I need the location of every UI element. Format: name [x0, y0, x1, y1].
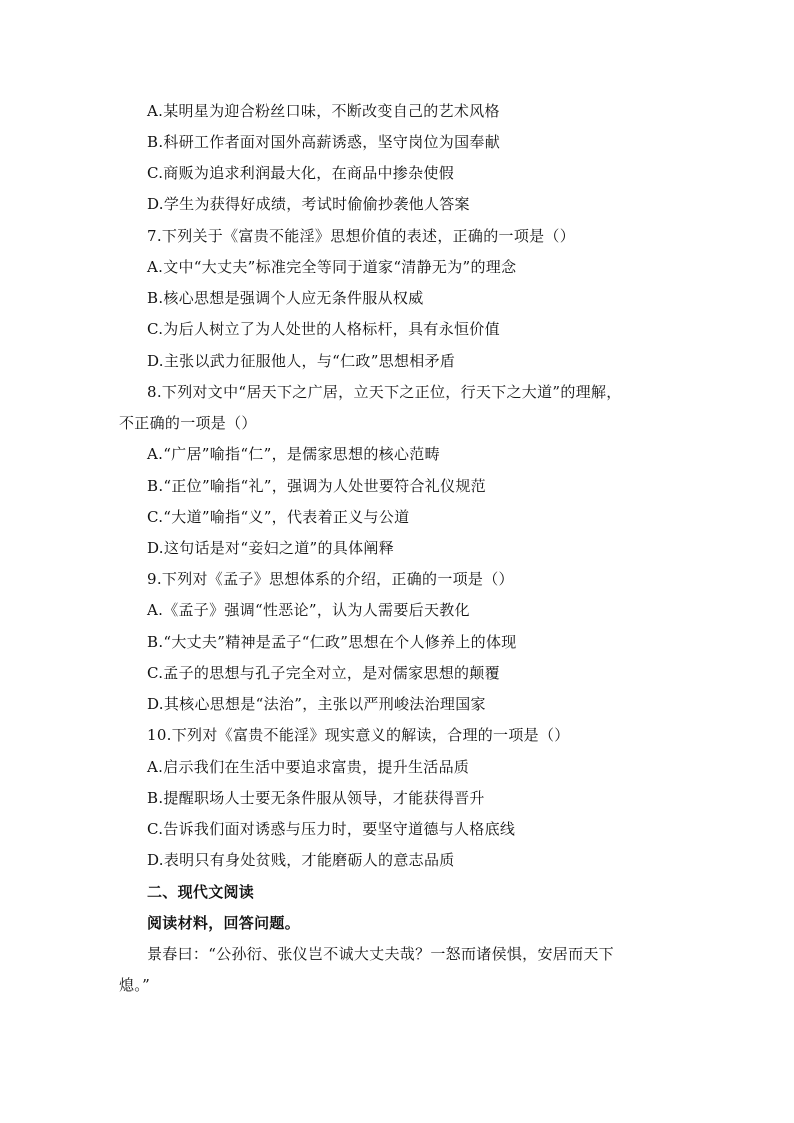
text-line: A.“广居”喻指“仁”，是儒家思想的核心范畴 [147, 445, 440, 463]
question-7: 7.下列关于《富贵不能淫》思想价值的表述，正确的一项是（） [147, 227, 576, 245]
text-line: D.这句话是对“妾妇之道”的具体阐释 [147, 539, 394, 557]
text-line: C.告诉我们面对诱惑与压力时，要坚守道德与人格底线 [147, 820, 516, 838]
question-9: 9.下列对《孟子》思想体系的介绍，正确的一项是（） [147, 570, 514, 588]
text-line: A.《孟子》强调“性恶论”，认为人需要后天教化 [147, 601, 470, 619]
text-line: D.主张以武力征服他人，与“仁政”思想相矛盾 [147, 352, 456, 370]
passage-text-continued: 熄。” [119, 976, 151, 994]
passage-text: 景春曰：“公孙衍、张仪岂不诚大丈夫哉？一怒而诸侯惧，安居而天下 [147, 945, 614, 963]
text-line: D.表明只有身处贫贱，才能磨砺人的意志品质 [147, 851, 455, 869]
text-line: A.启示我们在生活中要追求富贵，提升生活品质 [147, 758, 470, 776]
text-line: B.核心思想是强调个人应无条件服从权威 [147, 289, 424, 307]
text-line: D.学生为获得好成绩，考试时偷偷抄袭他人答案 [147, 195, 470, 213]
text-line-continued: 不正确的一项是（） [119, 414, 257, 432]
text-line: C.“大道”喻指“义”，代表着正义与公道 [147, 508, 410, 526]
text-line: D.其核心思想是“法治”，主张以严刑峻法治理国家 [147, 695, 486, 713]
question-10: 10.下列对《富贵不能淫》现实意义的解读，合理的一项是（） [147, 726, 570, 744]
text-line: B.“正位”喻指“礼”，强调为人处世要符合礼仪规范 [147, 477, 486, 495]
text-line: C.商贩为追求利润最大化，在商品中掺杂使假 [147, 164, 455, 182]
text-line: C.孟子的思想与孔子完全对立，是对儒家思想的颠覆 [147, 664, 500, 682]
question-8: 8.下列对文中“居天下之广居，立天下之正位，行天下之大道”的理解， [147, 383, 622, 401]
text-line: A.文中“大丈夫”标准完全等同于道家“清静无为”的理念 [147, 258, 517, 276]
text-line: A.某明星为迎合粉丝口味，不断改变自己的艺术风格 [147, 102, 500, 120]
text-line: B.提醒职场人士要无条件服从领导，才能获得晋升 [147, 789, 485, 807]
instruction-text: 阅读材料，回答问题。 [147, 914, 301, 932]
text-line: B.“大丈夫”精神是孟子“仁政”思想在个人修养上的体现 [147, 633, 517, 651]
section-heading: 二、现代文阅读 [147, 883, 255, 901]
text-line: C.为后人树立了为人处世的人格标杆，具有永恒价值 [147, 320, 500, 338]
text-line: B.科研工作者面对国外高薪诱惑，坚守岗位为国奉献 [147, 133, 500, 151]
